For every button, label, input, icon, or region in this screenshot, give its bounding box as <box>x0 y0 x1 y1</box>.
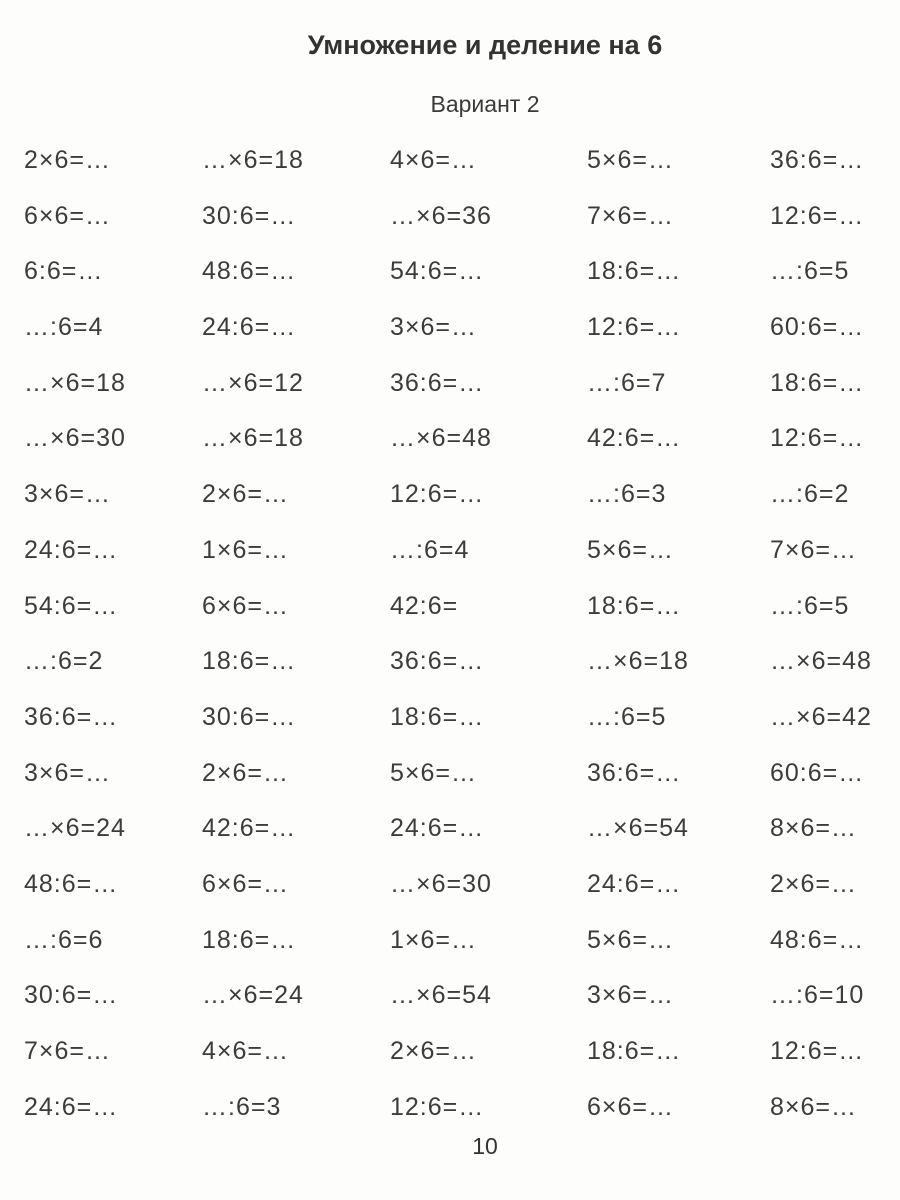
exercise-item: 3×6=… <box>24 758 112 787</box>
exercise-item: …×6=18 <box>202 146 304 174</box>
exercise-item: 18:6=… <box>770 368 865 397</box>
exercise-item: 2×6=… <box>202 758 290 787</box>
exercise-item: 42:6=… <box>587 424 682 453</box>
exercise-item: …×6=18 <box>587 647 689 676</box>
exercise-item: 18:6=… <box>587 1037 682 1065</box>
exercise-row <box>0 416 900 472</box>
exercise-item: 3×6=… <box>24 480 112 509</box>
exercise-item: …:6=5 <box>770 591 850 620</box>
exercise-row <box>0 194 900 250</box>
exercise-item: …×6=24 <box>202 981 304 1010</box>
exercise-item: 18:6=… <box>587 591 682 620</box>
exercise-item: 30:6=… <box>202 201 297 230</box>
exercise-row <box>0 138 900 194</box>
exercise-item: 1×6=… <box>390 925 478 954</box>
exercise-item: …×6=36 <box>390 201 492 230</box>
exercise-item: …:6=6 <box>24 925 104 954</box>
exercise-item: …:6=2 <box>24 647 104 676</box>
exercise-item: 12:6=… <box>770 424 865 453</box>
exercise-item: 1×6=… <box>202 535 290 564</box>
exercise-item: 36:6=… <box>587 758 682 787</box>
exercise-item: 54:6=… <box>24 591 119 620</box>
exercise-item: 42:6= <box>390 591 459 620</box>
exercise-item: …:6=3 <box>202 1092 282 1121</box>
exercise-item: 7×6=… <box>587 201 675 230</box>
exercise-item: …:6=4 <box>390 535 470 564</box>
exercise-item: …×6=18 <box>24 368 126 397</box>
exercise-item: …×6=48 <box>770 647 872 676</box>
exercise-item: 8×6=… <box>770 814 858 843</box>
exercise-item: 3×6=… <box>390 313 478 342</box>
exercise-item: 12:6=… <box>770 201 865 230</box>
exercise-item: 12:6=… <box>390 1092 485 1121</box>
exercise-item: …×6=30 <box>24 424 126 453</box>
exercise-item: 12:6=… <box>587 313 682 342</box>
exercise-item: 6×6=… <box>202 591 290 620</box>
exercise-item: …×6=54 <box>390 981 492 1010</box>
exercise-item: …×6=30 <box>390 869 492 898</box>
exercise-item: 30:6=… <box>24 981 119 1010</box>
exercise-item: 12:6=… <box>770 1037 865 1065</box>
exercise-item: 5×6=… <box>587 535 675 564</box>
exercise-item: 4×6=… <box>202 1037 290 1065</box>
page-title: Умножение и деление на 6 <box>307 30 663 60</box>
exercise-item: 5×6=… <box>390 758 478 787</box>
exercise-item: 2×6=… <box>390 1037 478 1065</box>
exercise-item: 42:6=… <box>202 814 297 843</box>
exercise-item: 60:6=… <box>770 313 865 342</box>
exercise-item: …:6=5 <box>587 702 667 731</box>
exercise-item: 4×6=… <box>390 146 478 174</box>
exercise-item: …:6=3 <box>587 480 667 509</box>
exercise-item: 36:6=… <box>24 702 119 731</box>
exercise-item: …×6=12 <box>202 368 304 397</box>
exercise-row <box>0 249 900 305</box>
exercise-item: 24:6=… <box>24 1092 119 1121</box>
exercise-item: 36:6=… <box>390 647 485 676</box>
exercise-item: 5×6=… <box>587 925 675 954</box>
exercise-item: 6×6=… <box>587 1092 675 1121</box>
exercise-item: 48:6=… <box>24 869 119 898</box>
exercise-item: 48:6=… <box>770 925 865 954</box>
exercise-item: 54:6=… <box>390 257 485 286</box>
exercise-item: 7×6=… <box>770 535 858 564</box>
exercise-item: …×6=24 <box>24 814 126 843</box>
exercise-item: 2×6=… <box>770 869 858 898</box>
exercise-item: 2×6=… <box>24 146 112 174</box>
exercise-row <box>0 361 900 417</box>
exercise-item: …:6=2 <box>770 480 850 509</box>
exercise-item: …:6=7 <box>587 368 667 397</box>
exercise-item: 18:6=… <box>202 647 297 676</box>
exercise-row <box>0 472 900 528</box>
exercise-item: 7×6=… <box>24 1037 112 1065</box>
exercise-item: …×6=42 <box>770 702 872 731</box>
exercise-item: 18:6=… <box>390 702 485 731</box>
exercise-item: …×6=48 <box>390 424 492 453</box>
exercise-item: 8×6=… <box>770 1092 858 1121</box>
exercise-item: 3×6=… <box>587 981 675 1010</box>
exercise-item: …:6=5 <box>770 257 850 286</box>
variant-subtitle: Вариант 2 <box>430 91 540 117</box>
exercise-row <box>0 584 900 640</box>
exercise-row <box>0 806 900 862</box>
exercise-row <box>0 862 900 918</box>
exercise-item: 6:6=… <box>24 257 104 286</box>
exercise-row <box>0 528 900 584</box>
exercise-item: 48:6=… <box>202 257 297 286</box>
exercise-item: 6×6=… <box>24 201 112 230</box>
exercise-item: 30:6=… <box>202 702 297 731</box>
exercise-item: …×6=54 <box>587 814 689 843</box>
exercise-row <box>0 973 900 1029</box>
exercise-item: 12:6=… <box>390 480 485 509</box>
exercise-item: …:6=4 <box>24 313 104 342</box>
exercise-row <box>0 751 900 807</box>
exercise-item: 36:6=… <box>770 146 865 174</box>
exercise-row <box>0 695 900 751</box>
exercise-item: 24:6=… <box>390 814 485 843</box>
exercise-grid <box>0 138 900 1140</box>
exercise-item: 2×6=… <box>202 480 290 509</box>
exercise-item: 24:6=… <box>24 535 119 564</box>
exercise-item: 24:6=… <box>587 869 682 898</box>
exercise-row <box>0 639 900 695</box>
exercise-item: …×6=18 <box>202 424 304 453</box>
page-number: 10 <box>472 1133 498 1159</box>
exercise-row <box>0 1029 900 1085</box>
exercise-row <box>0 305 900 361</box>
exercise-row <box>0 918 900 974</box>
exercise-item: …:6=10 <box>770 981 865 1010</box>
exercise-item: 18:6=… <box>587 257 682 286</box>
exercise-item: 60:6=… <box>770 758 865 787</box>
exercise-item: 36:6=… <box>390 368 485 397</box>
exercise-item: 5×6=… <box>587 146 675 174</box>
exercise-item: 18:6=… <box>202 925 297 954</box>
exercise-item: 6×6=… <box>202 869 290 898</box>
exercise-item: 24:6=… <box>202 313 297 342</box>
